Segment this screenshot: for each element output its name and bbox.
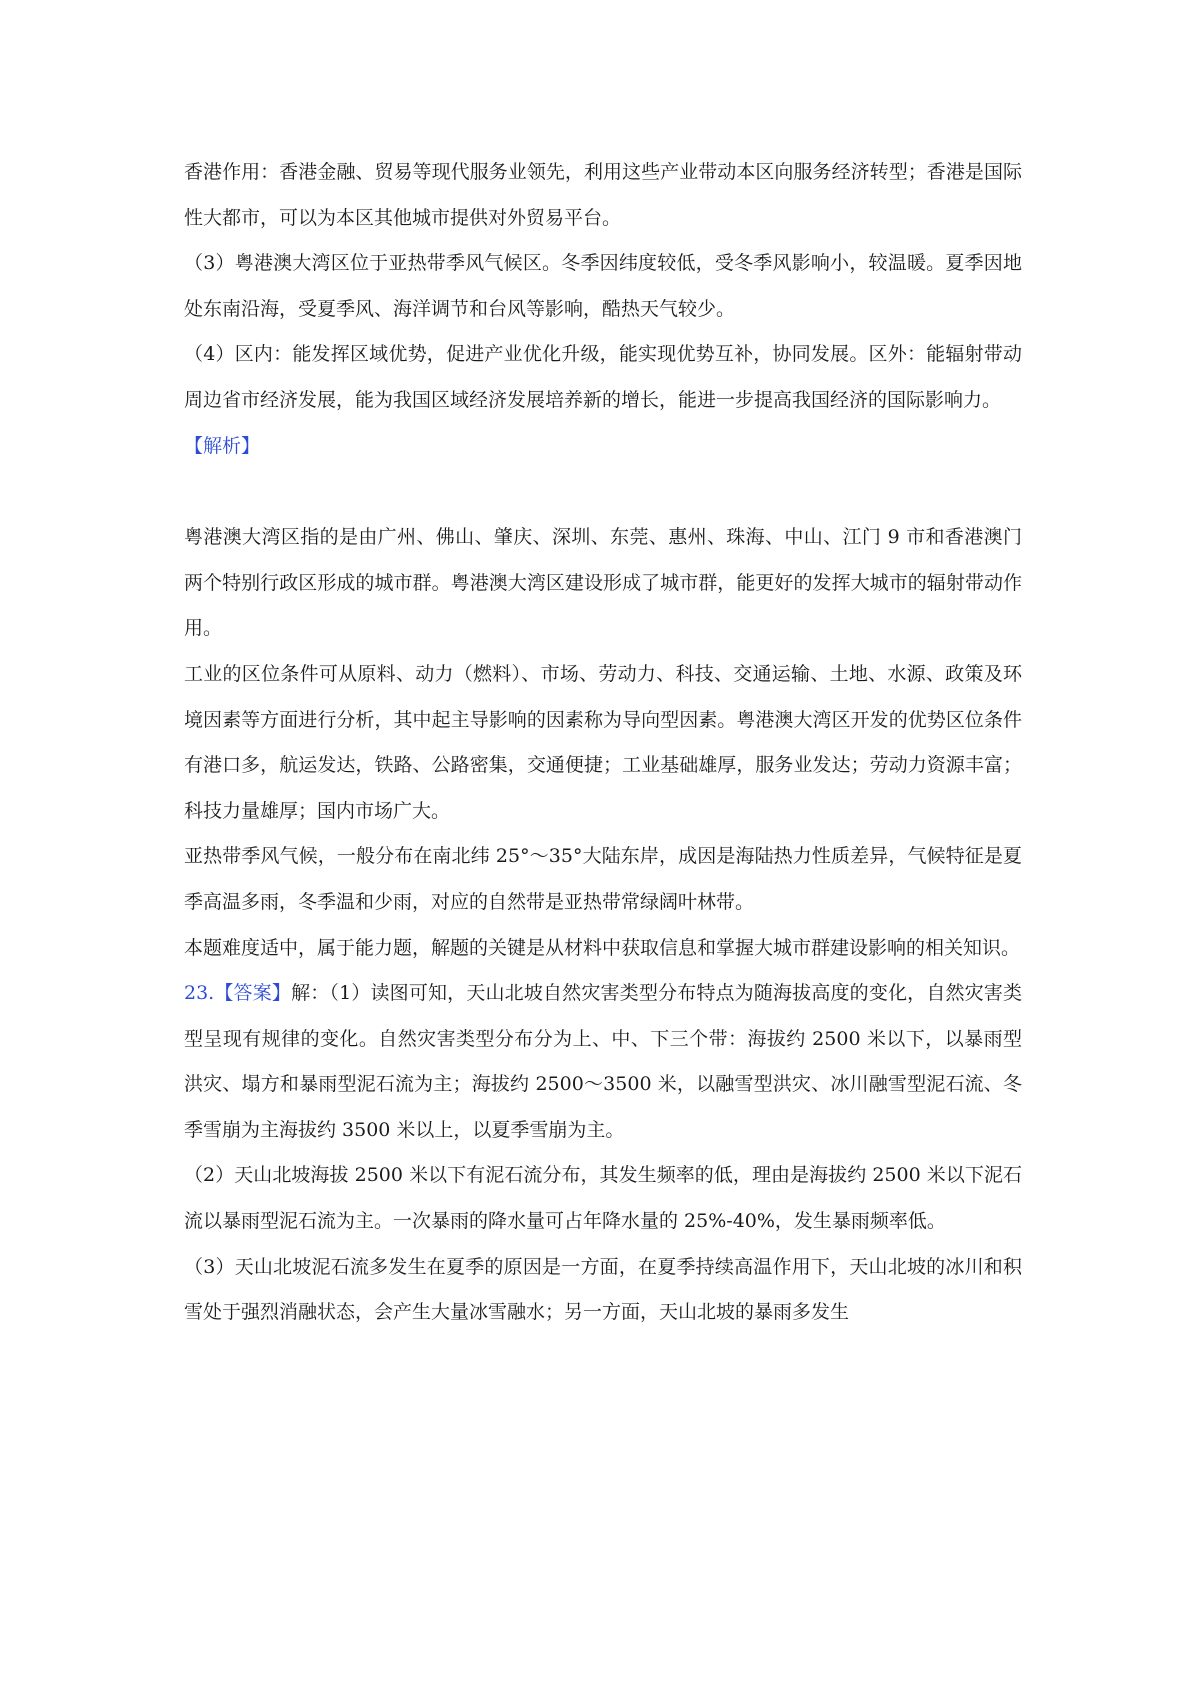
answer-q3-paragraph: （3）粤港澳大湾区位于亚热带季风气候区。冬季因纬度较低，受冬季风影响小，较温暖。夏季因地处东南沿海，受夏季风、海洋调节和台风等影响，酷热天气较少。 bbox=[184, 252, 1022, 320]
answer-23-paragraph-2: （2）天山北坡海拔 2500 米以下有泥石流分布，其发生频率的低，理由是海拔约 2500 米以下泥石流以暴雨型泥石流为主。一次暴雨的降水量可占年降水量的 25%-40%，发生暴雨频率低。 bbox=[184, 1164, 1022, 1233]
analysis-paragraph-1: 粤港澳大湾区指的是由广州、佛山、肇庆、深圳、东莞、惠州、珠海、中山、江门 9 市和香港澳门两个特别行政区形成的城市群。粤港澳大湾区建设形成了城市群，能更好的发挥大城市的辐射带动作用。 bbox=[184, 526, 1022, 640]
answer-23-paragraph-1 bbox=[184, 971, 1022, 1153]
analysis-paragraph-3: 亚热带季风气候，一般分布在南北纬 25°～35°大陆东岸，成因是海陆热力性质差异，气候特征是夏季高温多雨，冬季温和少雨，对应的自然带是亚热带常绿阔叶林带。 bbox=[184, 845, 1022, 913]
hongkong-role-paragraph: 香港作用：香港金融、贸易等现代服务业领先，利用这些产业带动本区向服务经济转型；香港是国际性大都市，可以为本区其他城市提供对外贸易平台。 bbox=[184, 161, 1022, 229]
blank-gap bbox=[184, 469, 1022, 515]
answer-23-paragraph-3: （3）天山北坡泥石流多发生在夏季的原因是一方面，在夏季持续高温作用下，天山北坡的冰川和积雪处于强烈消融状态，会产生大量冰雪融水；另一方面，天山北坡的暴雨多发生 bbox=[184, 1255, 1022, 1324]
answer-23-text-1: 解：（1）读图可知，天山北坡自然灾害类型分布特点为随海拔高度的变化，自然灾害类型呈现有规律的变化。自然灾害类型分布分为上、中、下三个带：海拔约 2500 米以下，以暴雨型洪灾、塌方和暴雨型泥石流为主；海拔约 2500～3500 米，以融雪型洪灾、冰川融雪型泥石流、冬季雪崩为主海拔约 3500 米以上，以夏季雪崩为主。 bbox=[184, 982, 1023, 1141]
analysis-tag: 【解析】 bbox=[184, 434, 261, 457]
analysis-paragraph-4: 本题难度适中，属于能力题，解题的关键是从材料中获取信息和掌握大城市群建设影响的相关知识。 bbox=[184, 936, 1021, 959]
answer-23-label: 23.【答案】 bbox=[184, 982, 292, 1005]
answer-q4-paragraph: （4）区内：能发挥区域优势，促进产业优化升级，能实现优势互补，协同发展。区外：能辐射带动周边省市经济发展，能为我国区域经济发展培养新的增长，能进一步提高我国经济的国际影响力。 bbox=[184, 343, 1022, 411]
document-body bbox=[184, 150, 1022, 1336]
analysis-paragraph-2: 工业的区位条件可从原料、动力（燃料）、市场、劳动力、科技、交通运输、土地、水源、政策及环境因素等方面进行分析，其中起主导影响的因素称为导向型因素。粤港澳大湾区开发的优势区位条件有港口多，航运发达，铁路、公路密集，交通便捷；工业基础雄厚，服务业发达；劳动力资源丰富；科技力量雄厚；国内市场广大。 bbox=[184, 662, 1022, 822]
